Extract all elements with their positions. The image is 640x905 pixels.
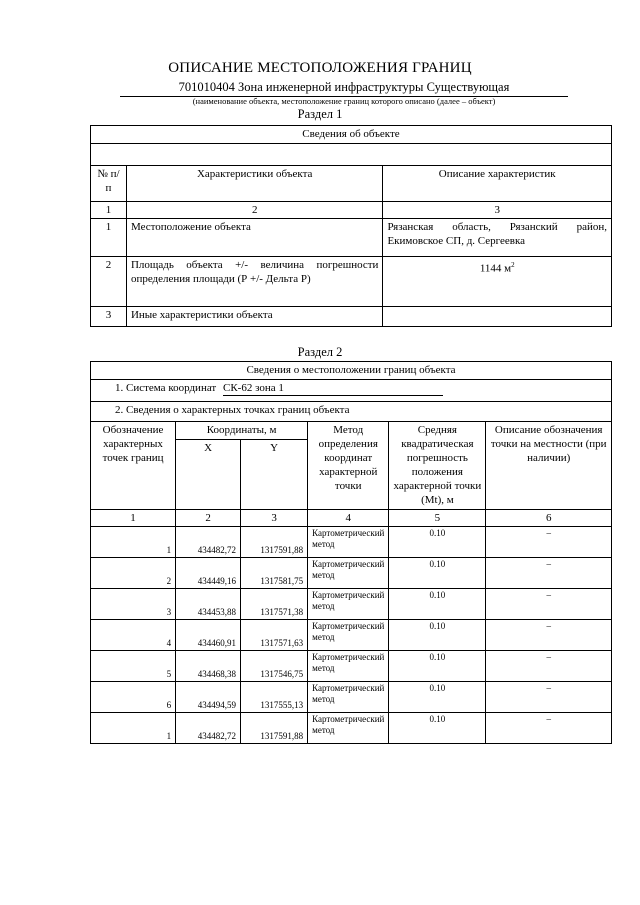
coords-header: Координаты, м (176, 422, 308, 440)
coord-x: 434482,72 (176, 527, 241, 558)
point-number: 6 (91, 682, 176, 713)
point-number: 1 (91, 527, 176, 558)
point-method: Картометрический метод (308, 558, 389, 589)
coord-system-label: 1. Система координат (115, 382, 217, 394)
coord-y: 1317591,88 (241, 713, 308, 744)
point-method: Картометрический метод (308, 589, 389, 620)
area-value: 1144 м (479, 262, 512, 275)
coord-y: 1317571,38 (241, 589, 308, 620)
characteristic: Иные характеристики объекта (126, 307, 383, 327)
characteristic: Площадь объекта +/- величина погрешности определения площади (Р +/- Дельта Р) (126, 257, 383, 307)
coord-y: 1317571,63 (241, 620, 308, 651)
points-body (91, 527, 612, 744)
boundary-points-table (90, 361, 612, 744)
row-number: 2 (91, 257, 127, 307)
area-unit-exponent: 2 (511, 261, 515, 269)
point-description: – (486, 620, 612, 651)
coord-system-value: СК-62 зона 1 (223, 381, 443, 396)
document-title: ОПИСАНИЕ МЕСТОПОЛОЖЕНИЯ ГРАНИЦ (168, 60, 472, 76)
description (383, 257, 612, 307)
point-error: 0.10 (389, 713, 486, 744)
col-desc-header: Описание характеристик (383, 166, 612, 202)
point-error: 0.10 (389, 589, 486, 620)
point-number: 5 (91, 651, 176, 682)
point-number: 4 (91, 620, 176, 651)
point-description: – (486, 527, 612, 558)
description (383, 307, 612, 327)
col-index: 1 (91, 510, 176, 527)
point-method: Картометрический метод (308, 713, 389, 744)
coord-x: 434494,59 (176, 682, 241, 713)
point-number: 2 (91, 558, 176, 589)
object-info-table (90, 125, 612, 327)
point-error: 0.10 (389, 527, 486, 558)
description: Рязанская область, Рязанский район, Екимовское СП, д. Сергеевка (383, 219, 612, 257)
col-index: 5 (389, 510, 486, 527)
section2-label: Раздел 2 (297, 345, 343, 359)
point-error: 0.10 (389, 651, 486, 682)
point-method: Картометрический метод (308, 651, 389, 682)
designation-header: Обозначение характерных точек границ (91, 422, 176, 510)
object-info-title: Сведения об объекте (91, 126, 612, 144)
point-error: 0.10 (389, 682, 486, 713)
coord-x: 434460,91 (176, 620, 241, 651)
table-row (91, 558, 612, 589)
point-method: Картометрический метод (308, 682, 389, 713)
col-index: 3 (383, 202, 612, 219)
point-error: 0.10 (389, 558, 486, 589)
point-description: – (486, 589, 612, 620)
characteristic: Местоположение объекта (126, 219, 383, 257)
point-description: – (486, 713, 612, 744)
table-row (91, 651, 612, 682)
coord-y: 1317555,13 (241, 682, 308, 713)
coord-system-row (91, 380, 612, 402)
object-name-note: (наименование объекта, местоположение границ которого описано (далее – объект) (192, 96, 496, 106)
coord-y: 1317581,75 (241, 558, 308, 589)
col-index: 2 (126, 202, 383, 219)
coord-x: 434482,72 (176, 713, 241, 744)
point-description: – (486, 651, 612, 682)
point-description: – (486, 682, 612, 713)
col-index: 4 (308, 510, 389, 527)
empty-row (91, 144, 612, 166)
coord-x: 434468,38 (176, 651, 241, 682)
method-header: Метод определения координат характерной точки (308, 422, 389, 510)
table-row (91, 589, 612, 620)
point-number: 1 (91, 713, 176, 744)
col-index: 6 (486, 510, 612, 527)
object-name: 701010404 Зона инженерной инфраструктуры Существующая (120, 80, 568, 97)
col-index: 3 (241, 510, 308, 527)
col-num-header: № п/п (91, 166, 127, 202)
points-heading: 2. Сведения о характерных точках границ объекта (91, 402, 612, 422)
coord-x: 434453,88 (176, 589, 241, 620)
coord-y: 1317591,88 (241, 527, 308, 558)
col-index: 2 (176, 510, 241, 527)
row-number: 3 (91, 307, 127, 327)
point-desc-header: Описание обозначения точки на местности (при наличии) (486, 422, 612, 510)
point-method: Картометрический метод (308, 620, 389, 651)
table-row (91, 527, 612, 558)
col-char-header: Характеристики объекта (126, 166, 383, 202)
table-row (91, 713, 612, 744)
point-method: Картометрический метод (308, 527, 389, 558)
coord-x: 434449,16 (176, 558, 241, 589)
table-row (91, 620, 612, 651)
table-row (91, 682, 612, 713)
y-header: Y (241, 440, 308, 510)
coord-y: 1317546,75 (241, 651, 308, 682)
col-index: 1 (91, 202, 127, 219)
section1-label: Раздел 1 (297, 107, 343, 121)
x-header: X (176, 440, 241, 510)
point-description: – (486, 558, 612, 589)
boundary-table-title: Сведения о местоположении границ объекта (91, 362, 612, 380)
row-number: 1 (91, 219, 127, 257)
point-number: 3 (91, 589, 176, 620)
point-error: 0.10 (389, 620, 486, 651)
error-header: Средняя квадратическая погрешность положения характерной точки (Мt), м (389, 422, 486, 510)
